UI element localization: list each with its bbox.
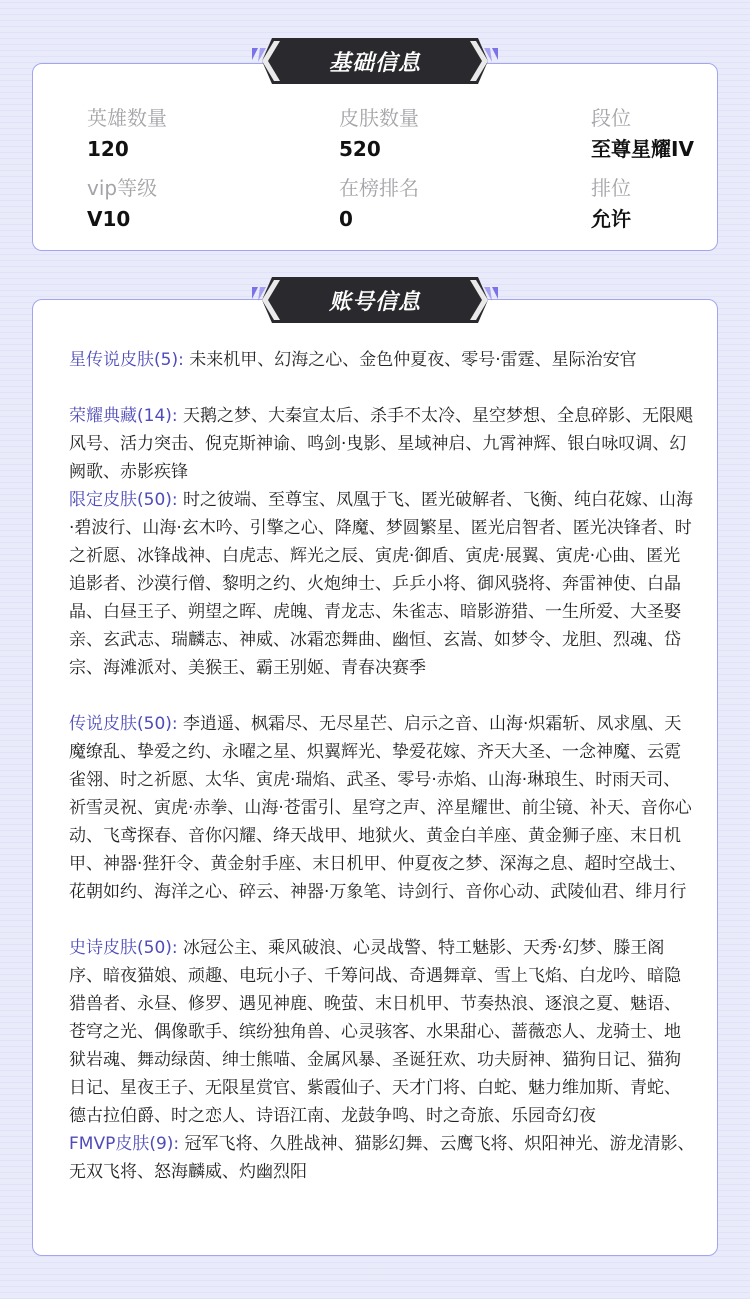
account-info-banner [250,277,500,323]
basic-info-banner [250,38,500,84]
section-label: 荣耀典藏(14): [69,406,184,426]
section-label: 限定皮肤(50): [69,490,184,510]
field-value: 120 [87,137,129,161]
field-value: 至尊星耀IV [591,137,694,161]
field-label: 排位 [591,176,631,200]
field-hero-count [87,104,339,174]
field-label: vip等级 [87,176,158,200]
section-items: 天鹅之梦、大秦宣太后、杀手不太冷、星空梦想、全息碎影、无限飓风号、活力突击、倪克斯神谕、鸣剑·曳影、星域神启、九霄神辉、银白咏叹调、幻阙歌、赤影疾锋 [69,406,694,482]
field-value: 520 [339,137,381,161]
section-items: 未来机甲、幻海之心、金色仲夏夜、零号·雷霆、星际治安官 [189,350,637,370]
field-skin-count [339,104,591,174]
account-info-body [69,346,697,1186]
account-info-card [32,299,718,1256]
field-value: 允许 [591,207,631,231]
basic-info-title: 基础信息 [328,50,421,76]
account-info-title: 账号信息 [328,289,421,315]
section-items: 冰冠公主、乘风破浪、心灵战警、特工魅影、天秀·幻梦、滕王阁序、暗夜猫娘、顽趣、电玩小子、千筹问战、奇遇舞章、雪上飞焰、白龙吟、暗隐猎兽者、永昼、修罗、遇见神鹿、晚萤、末日机甲、节奏热浪、逐浪之夏、魅语、苍穹之光、偶像歌手、缤纷独角兽、心灵骇客、水果甜心、蔷薇恋人、龙骑士、地狱岩魂、舞动绿茵、绅士熊喵、金属风暴、圣诞狂欢、功夫厨神、猫狗日记、猫狗日记、星夜王子、无限星赏官、紫霞仙子、天才门将、白蛇、魅力维加斯、青蛇、德古拉伯爵、时之恋人、诗语江南、龙鼓争鸣、时之奇旅、乐园奇幻夜 [69,938,681,1126]
section-limited-skins [69,486,697,682]
basic-info-card [32,63,718,251]
section-items: 时之彼端、至尊宝、凤凰于飞、匿光破解者、飞衡、纯白花嫁、山海·碧波行、山海·玄木吟、引擎之心、降魔、梦圆繁星、匿光启智者、匿光决锋者、时之祈愿、冰锋战神、白虎志、辉光之辰、寅虎·御盾、寅虎·展翼、寅虎·心曲、匿光追影者、沙漠行僧、黎明之约、火炮绅士、乒乒小将、御风骁将、奔雷神使、白晶晶、白昼王子、朔望之晖、虎魄、青龙志、朱雀志、暗影游猎、一生所爱、大圣娶亲、玄武志、瑞麟志、神威、冰霜恋舞曲、幽恒、玄嵩、如梦令、龙胆、烈魂、岱宗、海滩派对、美猴王、霸王别姬、青春决赛季 [69,490,694,678]
field-value: 0 [339,207,353,231]
section-label: 星传说皮肤(5): [69,350,190,370]
section-glory-collection [69,402,697,486]
field-ranked-allowed [591,174,741,244]
basic-info-grid [87,104,707,244]
field-label: 皮肤数量 [339,106,419,130]
section-fmvp-skins [69,1130,697,1186]
field-leaderboard-rank [339,174,591,244]
field-label: 在榜排名 [339,176,419,200]
section-label: FMVP皮肤(9): [69,1134,185,1154]
field-label: 英雄数量 [87,106,167,130]
section-epic-skins [69,934,697,1130]
section-label: 史诗皮肤(50): [69,938,184,958]
field-rank-tier [591,104,741,174]
section-legend-skins [69,710,697,906]
field-vip-level [87,174,339,244]
field-value: V10 [87,207,131,231]
section-items: 李逍遥、枫霜尽、无尽星芒、启示之音、山海·炽霜斩、凤求凰、天魔缭乱、挚爱之约、永曜之星、炽翼辉光、挚爱花嫁、齐天大圣、一念神魔、云霓雀翎、时之祈愿、太华、寅虎·瑞焰、武圣、零号·赤焰、山海·琳琅生、时雨天司、祈雪灵祝、寅虎·赤拳、山海·苍雷引、星穹之声、淬星耀世、前尘镜、补天、音你心动、飞鸢探春、音你闪耀、绛天战甲、地狱火、黄金白羊座、黄金狮子座、末日机甲、神器·狴犴令、黄金射手座、末日机甲、仲夏夜之梦、深海之息、超时空战士、花朝如约、海洋之心、碎云、神器·万象笔、诗剑行、音你心动、武陵仙君、绯月行 [69,714,692,902]
section-star-legend-skins [69,346,697,374]
section-items: 冠军飞将、久胜战神、猫影幻舞、云鹰飞将、炽阳神光、游龙清影、无双飞将、怒海麟威、灼幽烈阳 [69,1134,695,1182]
field-label: 段位 [591,106,631,130]
section-label: 传说皮肤(50): [69,714,184,734]
